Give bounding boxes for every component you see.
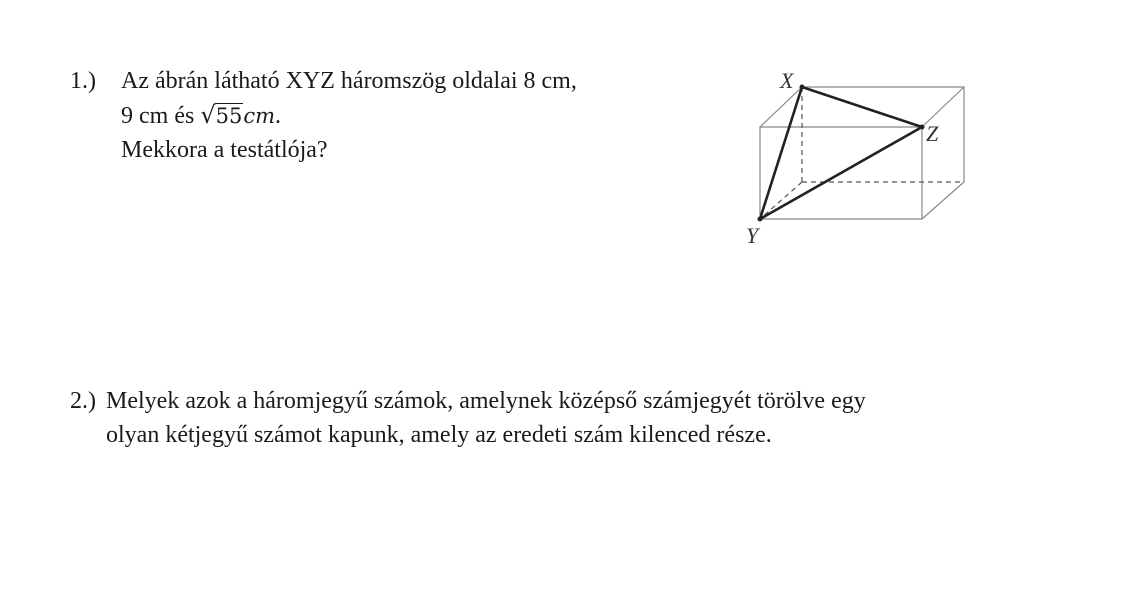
problem-line-2: olyan kétjegyű számot kapunk, amely az eredeti szám kilenced része. (106, 422, 772, 448)
problem-line-1: Melyek azok a háromjegyű számok, amelynek középső számjegyét törölve egy (106, 388, 866, 414)
vertex-z (920, 125, 925, 130)
line-2-prefix: 9 cm és (121, 103, 201, 129)
triangle-xyz (760, 87, 922, 219)
line-2-suffix: . (275, 103, 282, 129)
problem-line-2 (121, 98, 577, 133)
problem-number: 2.) (70, 388, 96, 414)
label-y: Y (746, 223, 759, 248)
radicand: 55 (215, 104, 243, 128)
problem-line-3: Mekkora a testátlója? (121, 137, 328, 163)
unit: cm (243, 104, 276, 128)
cuboid-figure (742, 66, 982, 251)
cuboid-back-edges (802, 87, 964, 219)
label-z: Z (926, 121, 939, 146)
radical-sign: √ (200, 101, 216, 129)
problem-line-1: Az ábrán látható XYZ háromszög oldalai 8 cm, (121, 68, 577, 94)
vertex-x (800, 85, 805, 90)
square-root (200, 98, 243, 133)
problem-text (121, 64, 577, 167)
problem-number: 1.) (70, 68, 96, 94)
label-x: X (780, 68, 794, 93)
vertex-y (758, 217, 763, 222)
